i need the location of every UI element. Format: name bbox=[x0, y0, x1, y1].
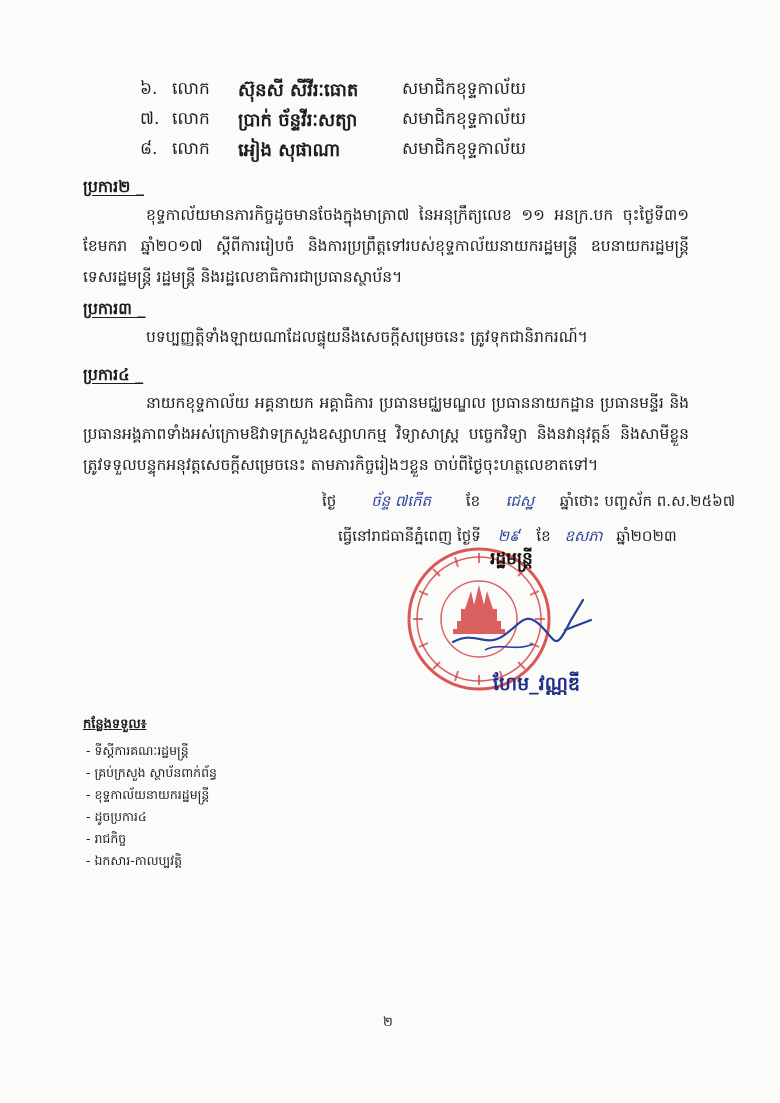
list-item: - ដូចប្រការ៤ bbox=[86, 809, 147, 824]
article-heading: ប្រការ៤ _ bbox=[83, 365, 144, 384]
list-item: - ឯកសារ-កាលប្បវត្តិ bbox=[86, 853, 183, 868]
member-title: លោក bbox=[172, 109, 210, 129]
solar-date-prefix: ធ្វើនៅរាជធានីភ្នំពេញ ថ្ងៃទី bbox=[338, 527, 481, 545]
article-text: ខុទ្ទកាល័យមានភារកិច្ចដូចមានចែងក្នុងមាត្រា៧ នៃអនុក្រឹត្យលេខ ១១ អនក្រ.បក ចុះថ្ងៃទី៣១ ខែមករា ឆ្នាំ២០១៧ ស្តីពីការរៀបចំ និងការប្រព្រឹត្តទៅរបស់ខុទ្ទកាល័យនាយករដ្ឋមន្ត្រី ឧបនាយករដ្ឋមន្ត្រី ទេសរដ្ឋមន្ត្រី រដ្ឋមន្ត្រី និងរដ្ឋលេខាធិការជាប្រធានស្ថាប័ន។ bbox=[83, 206, 689, 286]
member-name: ប្រាក់ ច័ន្ទវីរៈសត្យា bbox=[238, 110, 358, 131]
lunar-month-prefix: ខែ bbox=[465, 492, 481, 510]
member-title: លោក bbox=[172, 79, 210, 99]
list-item: - រាជកិច្ច bbox=[86, 831, 127, 846]
handwritten-solar-month: ឧសភា bbox=[564, 527, 603, 545]
signature-icon bbox=[445, 590, 595, 660]
member-row bbox=[140, 78, 600, 106]
recipients-list bbox=[86, 740, 217, 872]
signer-name: ហែម_វណ្ណឌី bbox=[493, 673, 580, 695]
lunar-year: ឆ្នាំថោះ បញ្ចស័ក ព.ស.២៥៦៧ bbox=[559, 492, 736, 510]
member-role: សមាជិកខុទ្ទកាល័យ bbox=[402, 109, 527, 129]
solar-month-prefix: ខែ bbox=[536, 527, 551, 545]
lunar-date-prefix: ថ្ងៃ bbox=[322, 492, 337, 510]
list-item: - ខុទ្ទកាល័យនាយករដ្ឋមន្ត្រី bbox=[86, 787, 210, 802]
recipients-title: កន្លែងទទួល៖ bbox=[83, 717, 147, 732]
member-title: លោក bbox=[172, 139, 210, 159]
member-name: ស៊ុនសី សីវីរៈធោត bbox=[238, 80, 359, 101]
member-row bbox=[140, 138, 600, 166]
member-number: ៧. bbox=[140, 109, 160, 129]
handwritten-lunar-day: ច័ន្ទ ៧កើត bbox=[371, 492, 432, 510]
article-heading: ប្រការ២ _ bbox=[83, 177, 144, 196]
member-number: ៦. bbox=[140, 79, 158, 99]
article-text: បទប្បញ្ញត្តិទាំងឡាយណាដែលផ្ទុយនឹងសេចក្តីសម្រេចនេះ ត្រូវទុកជានិរាករណ៍។ bbox=[146, 328, 588, 346]
article-heading: ប្រការ៣ _ bbox=[83, 299, 146, 318]
handwritten-solar-day: ២៩ bbox=[497, 527, 520, 545]
solar-year: ឆ្នាំ២០២៣ bbox=[616, 527, 677, 545]
page-number: ២ bbox=[383, 1015, 393, 1030]
handwritten-lunar-month: ជេស្ឋ bbox=[505, 492, 535, 510]
article-text: នាយកខុទ្ទកាល័យ អគ្គនាយក អគ្គាធិការ ប្រធានមជ្ឈមណ្ឌល ប្រធាននាយកដ្ឋាន ប្រធានមន្ទីរ និងប្រធានអង្គភាពទាំងអស់ក្រោមឱវាទក្រសួងឧស្សាហកម្ម វិទ្យាសាស្ត្រ បច្ចេកវិទ្យា និងនវានុវត្តន៍ និងសាមីខ្លួន ត្រូវទទួលបន្ទុកអនុវត្តសេចក្តីសម្រេចនេះ តាមភារកិច្ចរៀងៗខ្លួន ចាប់ពីថ្ងៃចុះហត្ថលេខាតទៅ។ bbox=[83, 394, 689, 474]
member-role: សមាជិកខុទ្ទកាល័យ bbox=[402, 139, 527, 159]
member-row bbox=[140, 108, 600, 136]
member-name: អៀង សុផាណា bbox=[238, 140, 341, 161]
list-item: - គ្រប់ក្រសួង ស្ថាប័នពាក់ព័ន្ធ bbox=[86, 765, 217, 780]
member-role: សមាជិកខុទ្ទកាល័យ bbox=[402, 79, 527, 99]
list-item: - ទីស្តីការគណៈរដ្ឋមន្ត្រី bbox=[86, 743, 189, 758]
signatory-title: រដ្ឋមន្ត្រី bbox=[490, 549, 533, 569]
lunar-date-line bbox=[322, 492, 735, 514]
member-number: ៨. bbox=[140, 139, 158, 159]
